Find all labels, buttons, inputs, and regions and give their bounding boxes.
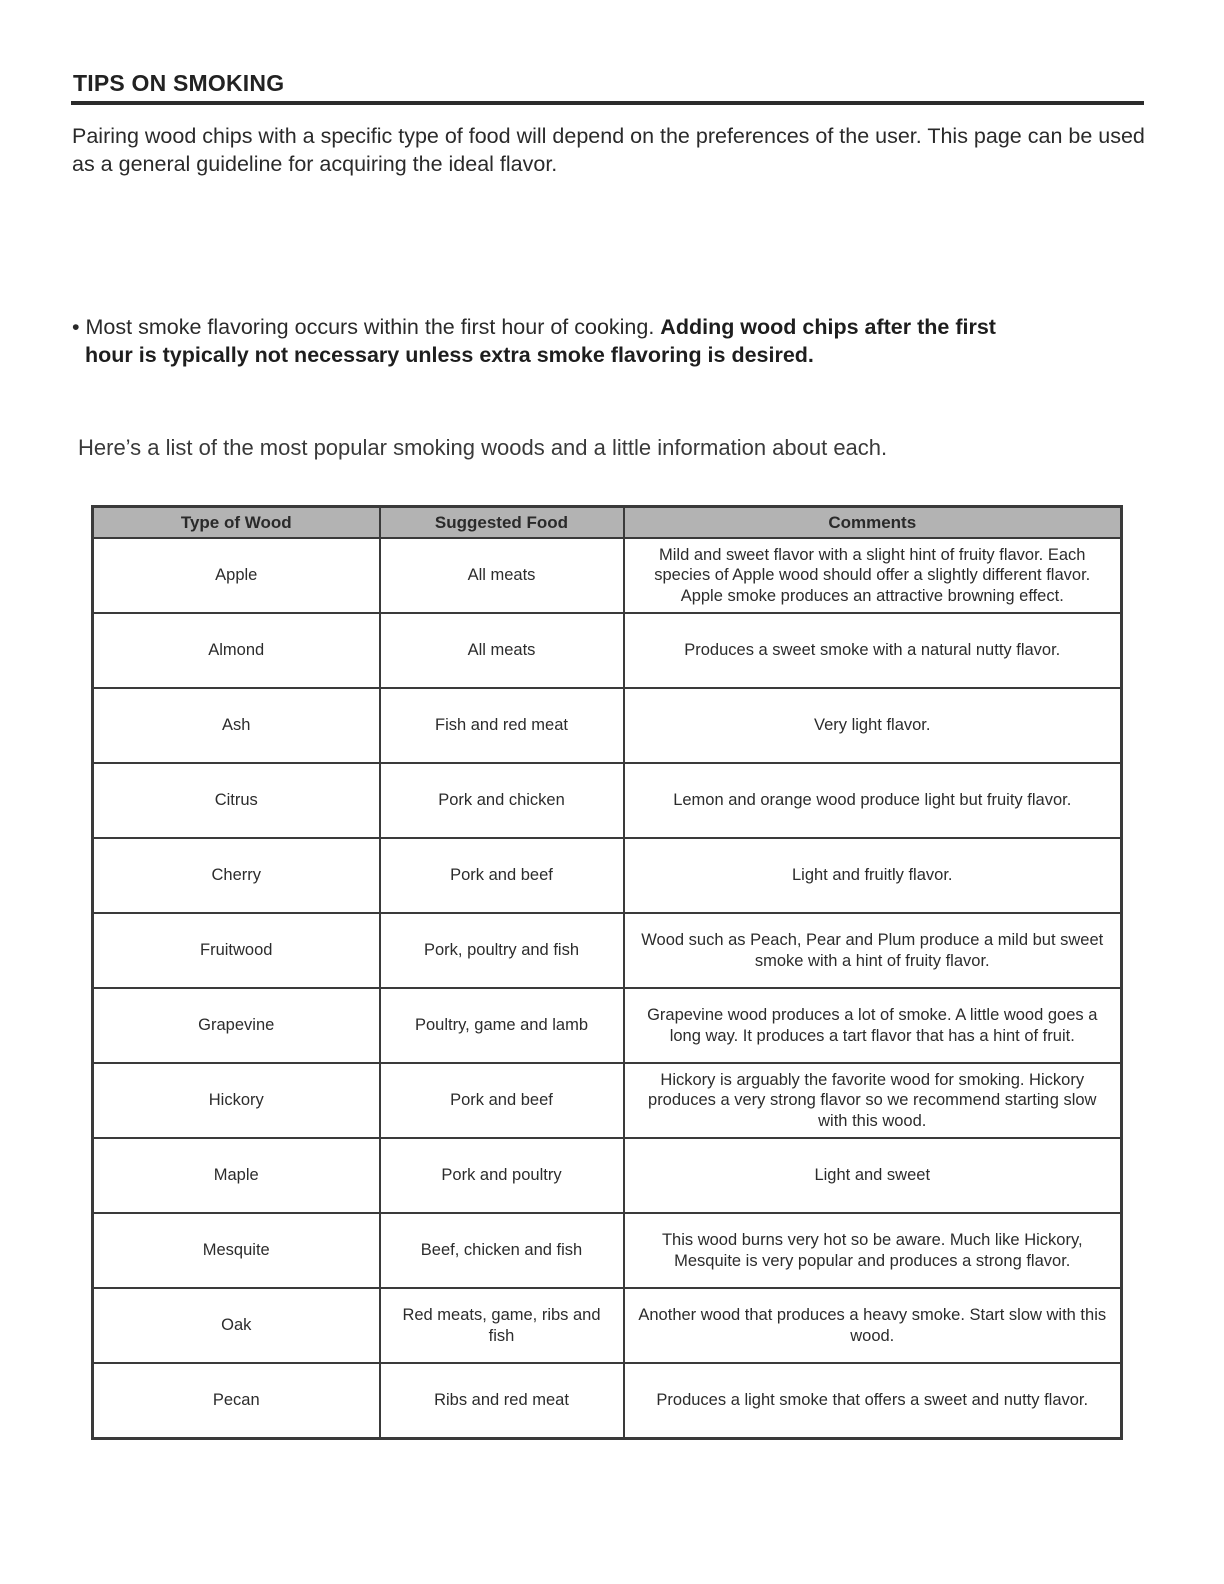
comment-cell: Grapevine wood produces a lot of smoke. A little wood goes a long way. It produces a tart flavor that has a hint of fruit. xyxy=(624,988,1122,1063)
food-cell: Red meats, game, ribs and fish xyxy=(380,1288,624,1363)
food-cell: All meats xyxy=(380,613,624,688)
comment-cell: This wood burns very hot so be aware. Much like Hickory, Mesquite is very popular and produces a strong flavor. xyxy=(624,1213,1122,1288)
page-title: TIPS ON SMOKING xyxy=(73,70,285,96)
smoking-woods-table xyxy=(91,505,1123,1440)
table-row xyxy=(93,838,1122,913)
food-cell: Fish and red meat xyxy=(380,688,624,763)
table-row xyxy=(93,1363,1122,1439)
bullet-marker: • xyxy=(72,315,80,339)
bullet-line-1 xyxy=(72,313,1072,341)
table-row xyxy=(93,1288,1122,1363)
comment-cell: Produces a sweet smoke with a natural nutty flavor. xyxy=(624,613,1122,688)
table-row xyxy=(93,763,1122,838)
food-cell: Pork and beef xyxy=(380,838,624,913)
smoke-tip-bullet xyxy=(72,313,1072,369)
food-cell: All meats xyxy=(380,538,624,613)
header-suggested-food: Suggested Food xyxy=(380,507,624,539)
table-row xyxy=(93,1063,1122,1138)
bullet-bold-text-1: Adding wood chips after the first xyxy=(660,315,996,339)
list-intro: Here’s a list of the most popular smoking woods and a little information about each. xyxy=(78,435,888,460)
food-cell: Ribs and red meat xyxy=(380,1363,624,1439)
food-cell: Pork and chicken xyxy=(380,763,624,838)
wood-cell: Citrus xyxy=(93,763,380,838)
bullet-line-2 xyxy=(72,341,1072,369)
wood-cell: Maple xyxy=(93,1138,380,1213)
food-cell: Pork and beef xyxy=(380,1063,624,1138)
table-row xyxy=(93,988,1122,1063)
table-row xyxy=(93,1138,1122,1213)
bullet-bold-text-2: hour is typically not necessary unless extra smoke flavoring is desired. xyxy=(85,343,814,367)
bullet-normal-text: Most smoke flavoring occurs within the first hour of cooking. xyxy=(85,315,655,339)
table-row xyxy=(93,1213,1122,1288)
wood-cell: Fruitwood xyxy=(93,913,380,988)
intro-paragraph: Pairing wood chips with a specific type of food will depend on the preferences of the user. This page can be used as a general guideline for acquiring the ideal flavor. xyxy=(72,124,1145,176)
food-cell: Beef, chicken and fish xyxy=(380,1213,624,1288)
table-row xyxy=(93,538,1122,613)
table-row xyxy=(93,613,1122,688)
comment-cell: Very light flavor. xyxy=(624,688,1122,763)
comment-cell: Light and fruitly flavor. xyxy=(624,838,1122,913)
wood-cell: Oak xyxy=(93,1288,380,1363)
table-header-row xyxy=(93,507,1122,539)
comment-cell: Light and sweet xyxy=(624,1138,1122,1213)
comment-cell: Lemon and orange wood produce light but fruity flavor. xyxy=(624,763,1122,838)
header-type-of-wood: Type of Wood xyxy=(93,507,380,539)
title-divider xyxy=(71,101,1144,105)
header-comments: Comments xyxy=(624,507,1122,539)
food-cell: Pork and poultry xyxy=(380,1138,624,1213)
comment-cell: Another wood that produces a heavy smoke. Start slow with this wood. xyxy=(624,1288,1122,1363)
comment-cell: Wood such as Peach, Pear and Plum produce a mild but sweet smoke with a hint of fruity flavor. xyxy=(624,913,1122,988)
comment-cell: Produces a light smoke that offers a sweet and nutty flavor. xyxy=(624,1363,1122,1439)
wood-cell: Mesquite xyxy=(93,1213,380,1288)
wood-cell: Ash xyxy=(93,688,380,763)
comment-cell: Mild and sweet flavor with a slight hint of fruity flavor. Each species of Apple wood should offer a slightly different flavor. Apple smoke produces an attractive browning effect. xyxy=(624,538,1122,613)
comment-cell: Hickory is arguably the favorite wood for smoking. Hickory produces a very strong flavor so we recommend starting slow with this wood. xyxy=(624,1063,1122,1138)
food-cell: Pork, poultry and fish xyxy=(380,913,624,988)
wood-cell: Hickory xyxy=(93,1063,380,1138)
table-row xyxy=(93,913,1122,988)
wood-cell: Almond xyxy=(93,613,380,688)
wood-cell: Pecan xyxy=(93,1363,380,1439)
wood-cell: Apple xyxy=(93,538,380,613)
wood-cell: Cherry xyxy=(93,838,380,913)
food-cell: Poultry, game and lamb xyxy=(380,988,624,1063)
table-row xyxy=(93,688,1122,763)
wood-cell: Grapevine xyxy=(93,988,380,1063)
